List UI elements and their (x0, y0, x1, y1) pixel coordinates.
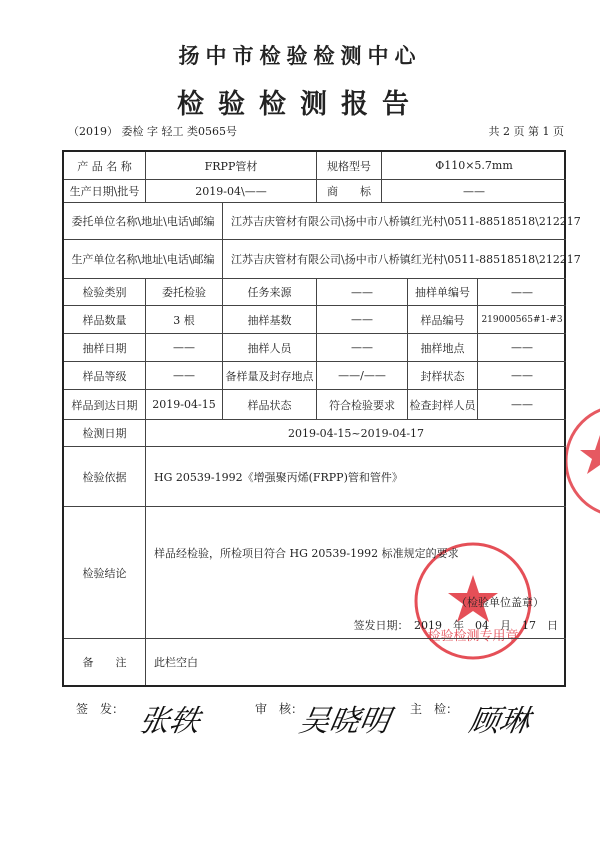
field-label: 样品等级 (64, 362, 146, 390)
spec-value: Φ110×5.7mm (382, 152, 566, 180)
field-label: 样品状态 (223, 390, 317, 420)
field-value: —— (478, 334, 566, 362)
issue-date: 签发日期： 2019 年 04 月 17 日 (353, 619, 558, 632)
field-label: 封样状态 (408, 362, 478, 390)
field-label: 抽样单编号 (408, 279, 478, 306)
field-value: ——/—— (317, 362, 408, 390)
field-value: 3 根 (146, 306, 223, 334)
basis-label: 检验依据 (64, 447, 146, 507)
basis-value: HG 20539-1992《增强聚丙烯(FRPP)管和管件》 (146, 447, 566, 507)
field-label: 抽样人员 (223, 334, 317, 362)
producer-label: 生产单位名称\地址\电话\邮编 (64, 240, 223, 279)
remark-label: 备 注 (64, 639, 146, 685)
inspect-label: 主 检： (410, 702, 459, 716)
page-info: 共 2 页 第 1 页 (488, 125, 564, 138)
org-title: 扬中市检验检测中心 (178, 43, 422, 68)
brand-label: 商 标 (317, 180, 382, 203)
field-label: 备样量及封存地点 (223, 362, 317, 390)
conclusion-text: 样品经检验，所检项目符合 HG 20539-1992 标准规定的要求 (154, 547, 459, 560)
client-label: 委托单位名称\地址\电话\邮编 (64, 203, 223, 240)
product-name: FRPP管材 (146, 152, 317, 180)
conclusion-label: 检验结论 (64, 507, 146, 639)
field-value: 2019-04-15 (146, 390, 223, 420)
spec-label: 规格型号 (317, 152, 382, 180)
review-label: 审 核： (255, 702, 304, 716)
field-value: —— (146, 362, 223, 390)
field-label: 样品编号 (408, 306, 478, 334)
field-value: —— (478, 390, 566, 420)
conclusion-cell (146, 507, 566, 639)
field-label: 样品数量 (64, 306, 146, 334)
report-number: （2019） 委检 字 轻工 类0565号 (68, 125, 237, 138)
issue-signature: 张轶 (136, 704, 203, 739)
field-label: 抽样日期 (64, 334, 146, 362)
field-value: —— (146, 334, 223, 362)
field-label: 检查封样人员 (408, 390, 478, 420)
brand-value: —— (382, 180, 566, 203)
product-name-label: 产 品 名 称 (64, 152, 146, 180)
review-signature: 吴晓明 (296, 704, 393, 739)
report-table (62, 150, 581, 687)
field-value: —— (317, 306, 408, 334)
field-value: 委托检验 (146, 279, 223, 306)
seal-note: （检验单位盖章） (456, 596, 544, 609)
field-value: 符合检验要求 (317, 390, 408, 420)
field-value: —— (317, 279, 408, 306)
field-label: 抽样基数 (223, 306, 317, 334)
field-label: 抽样地点 (408, 334, 478, 362)
field-label: 检验类别 (64, 279, 146, 306)
test-date-label: 检测日期 (64, 420, 146, 447)
partial-seal (560, 400, 600, 522)
issue-label: 签 发： (76, 702, 125, 716)
producer-value: 江苏吉庆管材有限公司\扬中市八桥镇红光村\0511-88518518\212217 (223, 240, 566, 279)
client-value: 江苏吉庆管材有限公司\扬中市八桥镇红光村\0511-88518518\212217 (223, 203, 566, 240)
field-label: 样品到达日期 (64, 390, 146, 420)
report-title: 检验检测报告 (177, 89, 423, 120)
field-value: —— (478, 362, 566, 390)
prod-date: 2019-04\—— (146, 180, 317, 203)
prod-date-label: 生产日期\批号 (64, 180, 146, 203)
field-value: —— (317, 334, 408, 362)
field-value: 219000565#1-#3 (478, 306, 566, 334)
inspect-signature: 顾琳 (466, 704, 533, 739)
field-label: 任务来源 (223, 279, 317, 306)
field-value: —— (478, 279, 566, 306)
test-date: 2019-04-15~2019-04-17 (146, 420, 566, 447)
svg-text:检验检测专用章: 检验检测专用章 (427, 629, 519, 644)
remark-value: 此栏空白 (154, 656, 198, 669)
